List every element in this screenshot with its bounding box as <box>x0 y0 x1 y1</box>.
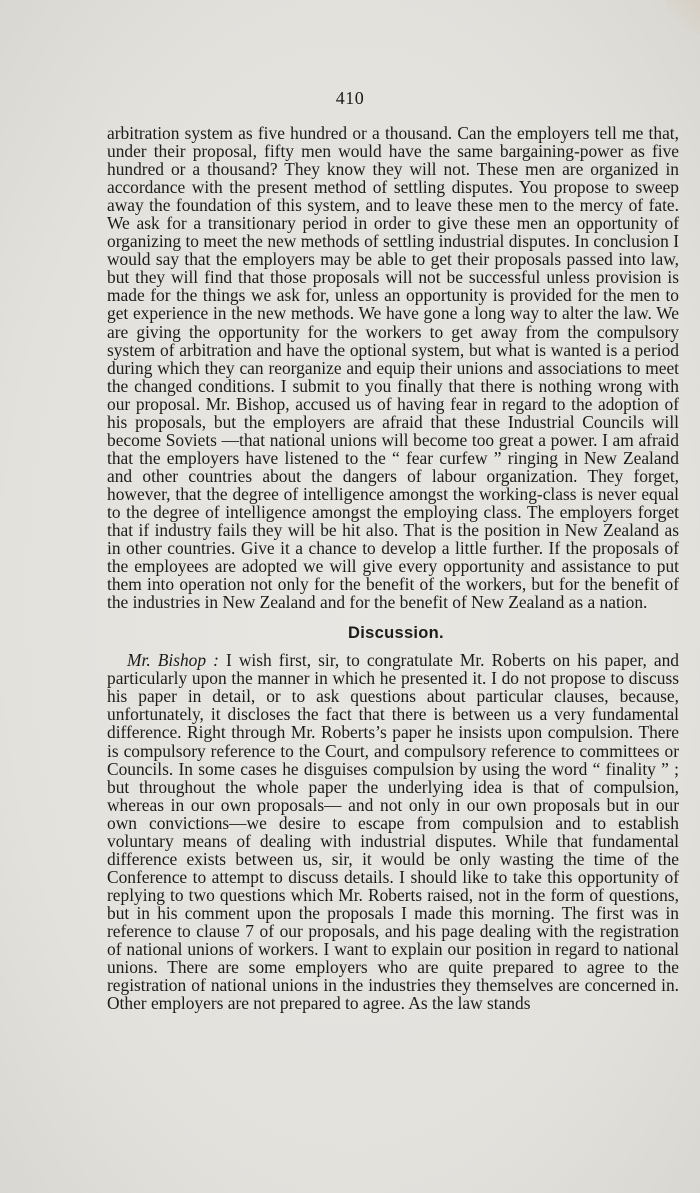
paragraph-roberts-conclusion: arbitration system as five hundred or a thousand. Can the employers tell me that, under their proposal, fifty men would have the same bargaining-power as five hundred or a thousand? They know they will not. These men are organized in accordance with the present method of settling disputes. You propose to sweep away the foundation of this system, and to leave these men to the mercy of fate. We ask for a transitionary period in order to give these men an opportunity of organizing to meet the new methods of settling industrial disputes. In conclusion I would say that the employers may be able to get their proposals passed into law, but they will find that those proposals will not be successful unless provision is made for the things we ask for, unless an opportunity is provided for the men to get experience in the new methods. We have gone a long way to alter the law. We are giving the opportunity for the workers to get away from the compulsory system of arbitration and have the optional system, but what is wanted is a period during which they can reorganize and equip their unions and associations to meet the changed conditions. I submit to you finally that there is nothing wrong with our proposal. Mr. Bishop, accused us of having fear in regard to the adoption of his proposals, but the employers are afraid that these Industrial Councils will become Soviets —that national unions will become too great a power. I am afraid that the employers have listened to the “ fear curfew ” ringing in New Zealand and other countries about the dangers of labour organization. They forget, however, that the degree of intelligence amongst the working-class is never equal to the degree of intelligence amongst the employing class. The employers forget that if industry fails they will be hit also. That is the position in New Zealand as in other countries. Give it a chance to develop a little further. If the proposals of the employees are adopted we will give every opportunity and assistance to put them into operation not only for the benefit of the workers, but for the benefit of the industries in New Zealand and for the benefit of New Zealand as a nation. <box>107 123 679 613</box>
speaker-name: Mr. Bishop : <box>127 650 219 671</box>
section-heading-discussion: Discussion. <box>348 624 444 643</box>
page-corner-stain <box>666 0 700 34</box>
paragraph-bishop-text: I wish first, sir, to congratulate Mr. Roberts on his paper, and particularly upon the manner in which he presented it. I do not propose to discuss his paper in detail, or to ask questions about particular clauses, because, unfortunately, it discloses the fact that there is between us a very fundamental difference. Right through Mr. Roberts’s paper he insists upon compulsion. There is compulsory reference to the Court, and compulsory reference to committees or Councils. In some cases he disguises compulsion by using the word “ finality ” ; but throughout the whole paper the underlying idea is that of compulsion, whereas in our own proposals— and not only in our own proposals but in our own convictions—we desire to escape from compulsion and to establish voluntary means of dealing with industrial disputes. While that fundamental difference exists between us, sir, it would be only wasting the time of the Conference to attempt to discuss details. I should like to take this opportunity of replying to two questions which Mr. Roberts raised, not in the form of questions, but in his comment upon the proposals I made this morning. The first was in reference to clause 7 of our proposals, and his page dealing with the registration of national unions of workers. I want to explain our position in regard to national unions. There are some employers who are quite prepared to agree to the registration of national unions in the industries they themselves are concerned in. Other employers are not prepared to agree. As the law stands <box>107 650 680 1014</box>
body-text <box>107 124 679 1012</box>
page-number: 410 <box>335 88 365 108</box>
paragraph-bishop-reply <box>107 651 679 1012</box>
